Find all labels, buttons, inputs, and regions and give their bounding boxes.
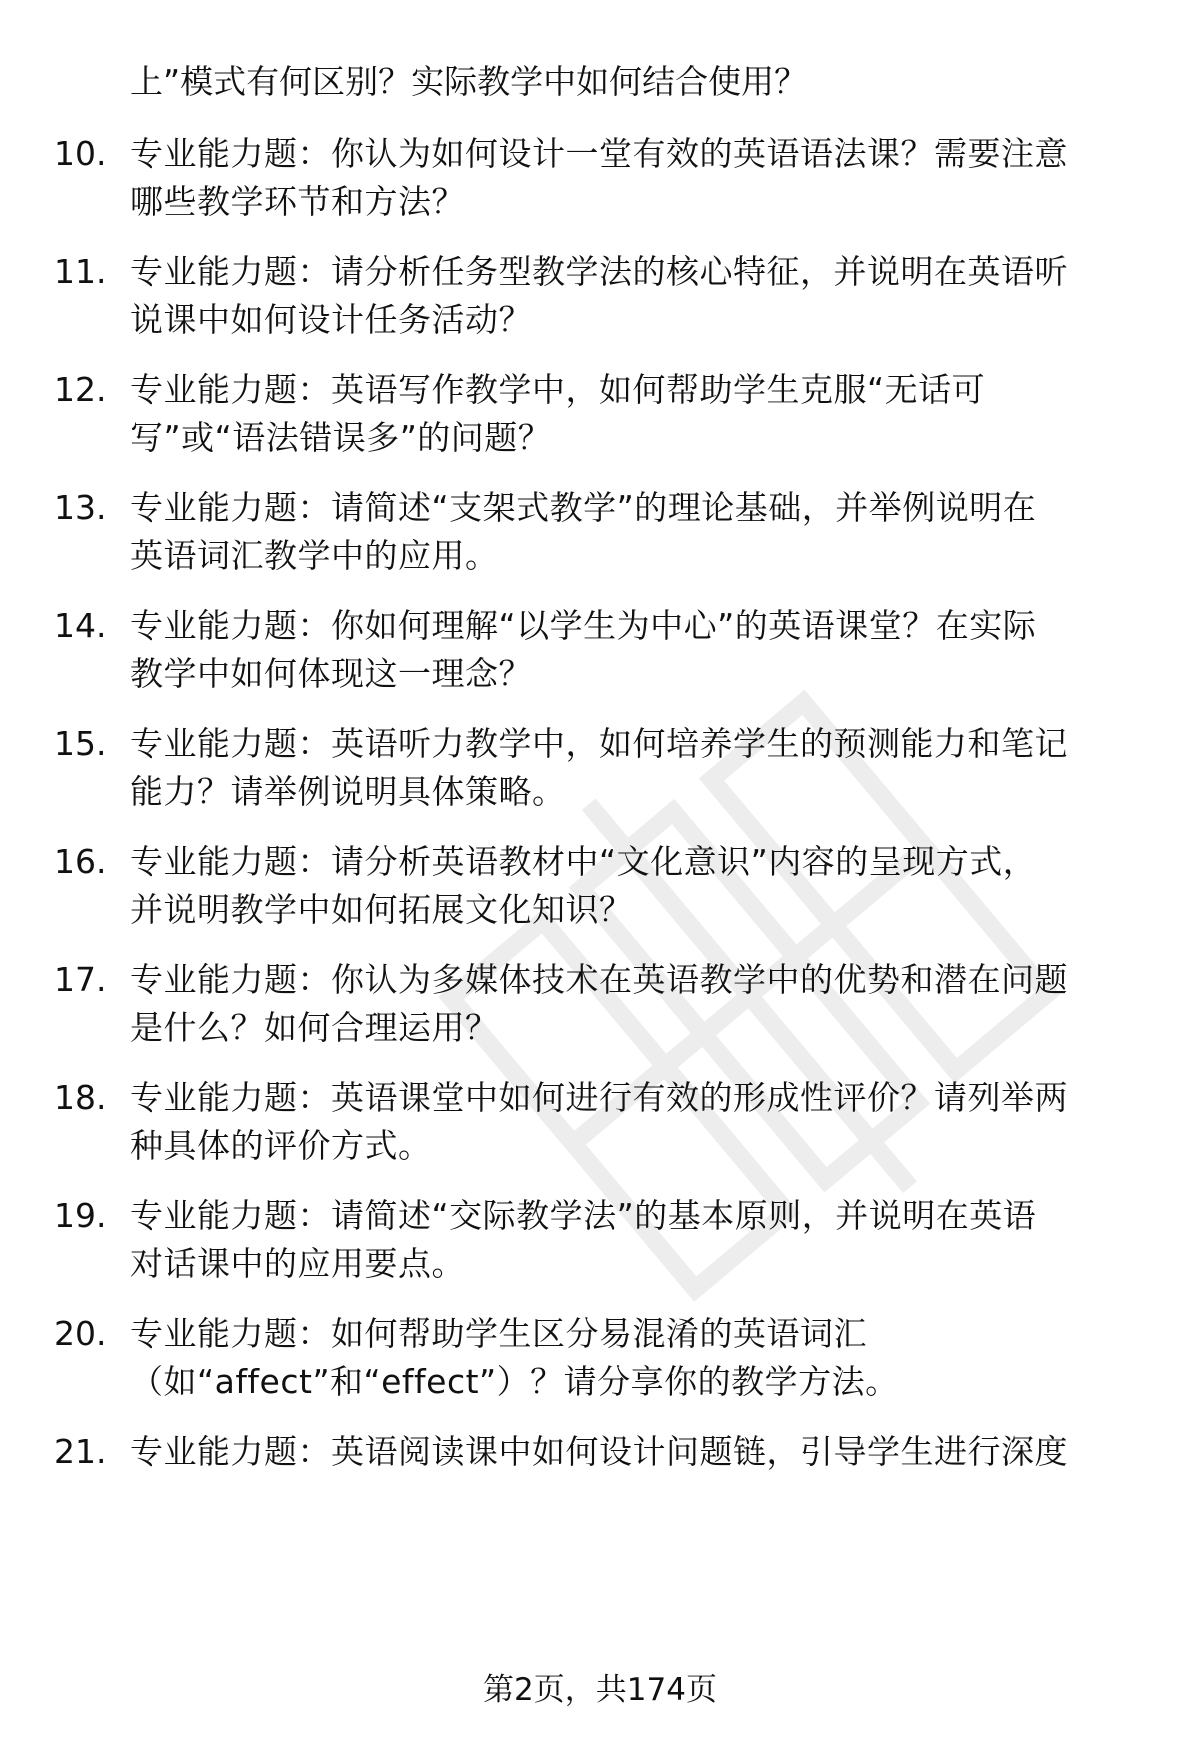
question-text (130, 484, 1140, 580)
question-number: 13. (54, 488, 107, 527)
question-line: 英语词汇教学中的应用。 (130, 536, 499, 575)
question-text (130, 1192, 1140, 1288)
question-line: 专业能力题：英语听力教学中，如何培养学生的预测能力和笔记 (130, 724, 1068, 763)
question-text (130, 602, 1140, 698)
question-line: 对话课中的应用要点。 (130, 1244, 465, 1283)
question-line: 说课中如何设计任务活动？ (130, 300, 532, 339)
question-number: 17. (54, 960, 107, 999)
question-number: 12. (54, 370, 107, 409)
question-text (130, 1074, 1140, 1170)
question-line: （如“affect”和“effect”）？请分享你的教学方法。 (130, 1362, 899, 1401)
question-text (130, 720, 1140, 816)
question-line: 专业能力题：如何帮助学生区分易混淆的英语词汇 (130, 1314, 867, 1353)
question-line: 是什么？如何合理运用？ (130, 1008, 499, 1047)
question-line: 种具体的评价方式。 (130, 1126, 432, 1165)
question-number: 14. (54, 606, 107, 645)
question-line: 专业能力题：你认为多媒体技术在英语教学中的优势和潜在问题 (130, 960, 1068, 999)
question-number: 10. (54, 134, 107, 173)
page-footer: 第2页，共174页 (483, 1672, 717, 1708)
continuation-line: 上”模式有何区别？实际教学中如何结合使用？ (130, 62, 808, 101)
question-text (130, 366, 1140, 462)
question-text (130, 130, 1140, 226)
question-line: 专业能力题：请分析英语教材中“文化意识”内容的呈现方式， (130, 842, 1037, 881)
question-line: 专业能力题：英语写作教学中，如何帮助学生克服“无话可 (130, 370, 986, 409)
question-line: 能力？请举例说明具体策略。 (130, 772, 566, 811)
question-text (130, 838, 1140, 934)
question-line: 专业能力题：英语课堂中如何进行有效的形成性评价？请列举两 (130, 1078, 1068, 1117)
question-text (130, 1310, 1140, 1406)
question-line: 哪些教学环节和方法？ (130, 182, 465, 221)
question-line: 教学中如何体现这一理念？ (130, 654, 532, 693)
question-text (130, 248, 1140, 344)
question-text (130, 1428, 1140, 1476)
question-line: 专业能力题：你认为如何设计一堂有效的英语语法课？需要注意 (130, 134, 1068, 173)
question-line: 专业能力题：请分析任务型教学法的核心特征，并说明在英语听 (130, 252, 1068, 291)
question-number: 11. (54, 252, 107, 291)
question-line: 写”或“语法错误多”的问题？ (130, 418, 552, 457)
question-number: 21. (54, 1432, 107, 1471)
question-line: 专业能力题：请简述“支架式教学”的理论基础，并举例说明在 (130, 488, 1037, 527)
question-number: 18. (54, 1078, 107, 1117)
question-number: 20. (54, 1314, 107, 1353)
question-text (130, 956, 1140, 1052)
question-line: 专业能力题：英语阅读课中如何设计问题链，引导学生进行深度 (130, 1432, 1068, 1471)
question-number: 19. (54, 1196, 107, 1235)
question-number: 15. (54, 724, 107, 763)
question-number: 16. (54, 842, 107, 881)
question-line: 专业能力题：你如何理解“以学生为中心”的英语课堂？在实际 (130, 606, 1037, 645)
question-line: 并说明教学中如何拓展文化知识？ (130, 890, 633, 929)
question-line: 专业能力题：请简述“交际教学法”的基本原则，并说明在英语 (130, 1196, 1037, 1235)
